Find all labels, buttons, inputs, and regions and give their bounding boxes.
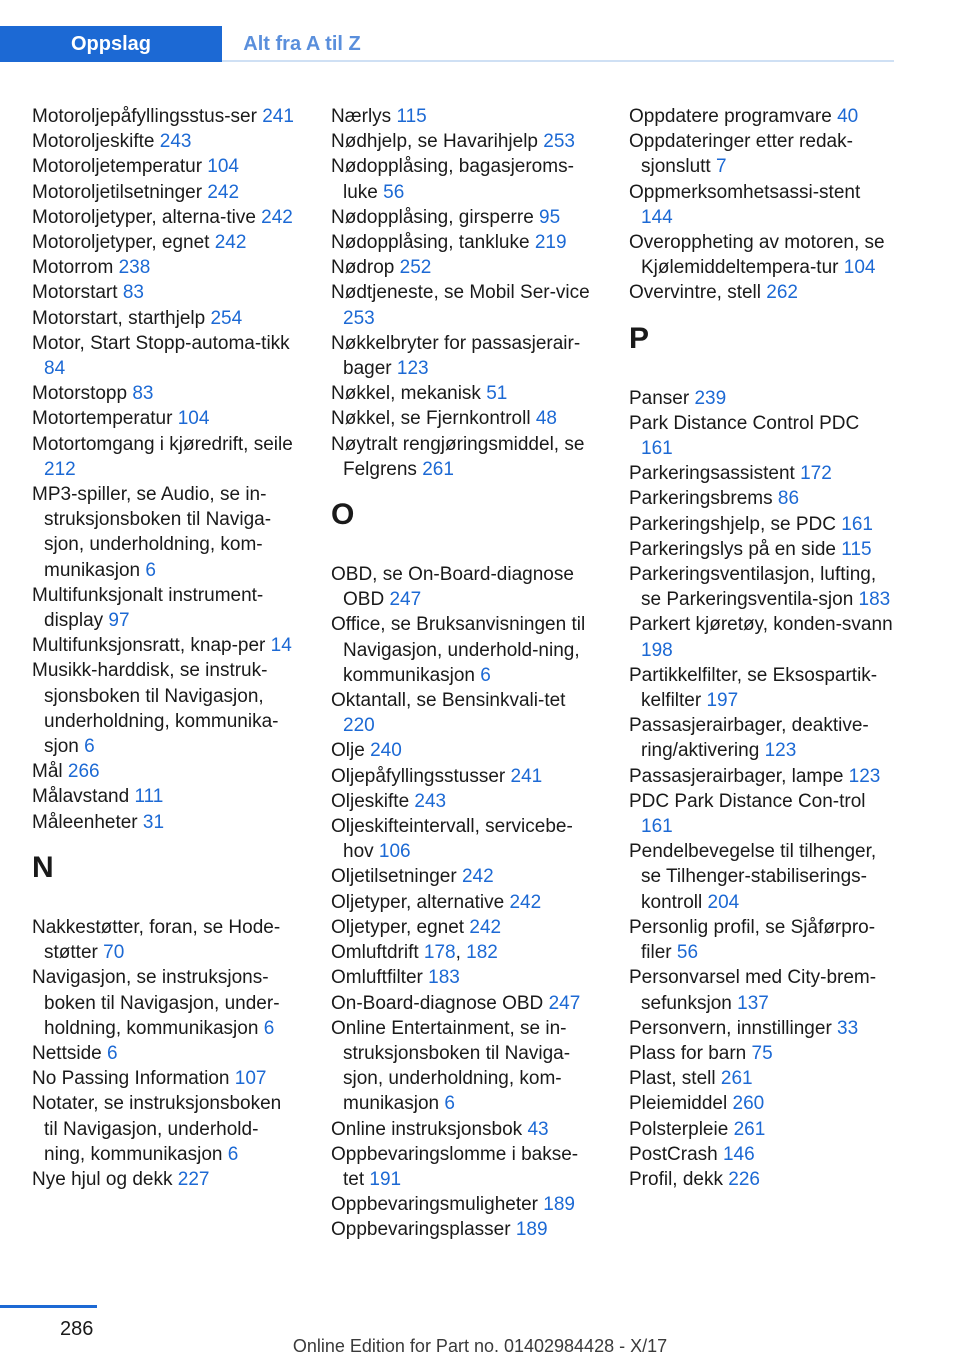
index-entry	[331, 154, 597, 204]
index-entry-text: Nøkkel, mekanisk	[331, 383, 487, 405]
page-link[interactable]: 6	[480, 664, 491, 686]
page-link[interactable]: 226	[728, 1168, 760, 1190]
index-entry-text: Overoppheting av motoren, se Kjølemiddeltempera-tur	[629, 232, 885, 279]
index-entry	[629, 663, 895, 713]
index-entry	[629, 612, 895, 662]
page-link[interactable]: 144	[641, 206, 673, 228]
index-entry	[331, 381, 597, 406]
index-entry	[331, 205, 597, 230]
index-entry-text: Profil, dekk	[629, 1168, 729, 1190]
page-link[interactable]: 161	[641, 438, 673, 460]
index-entry-text: Multifunksjonsratt, knap-per	[32, 635, 271, 657]
index-entry	[32, 381, 298, 406]
page-link[interactable]: 219	[534, 232, 567, 254]
page-link[interactable]: 260	[732, 1093, 765, 1115]
index-entry-text: Måleenheter	[32, 811, 143, 833]
index-column-3	[629, 104, 895, 1192]
page-link[interactable]: 252	[399, 257, 432, 279]
index-entry-text: Oppbevaringsmuligheter	[331, 1194, 544, 1216]
page-link[interactable]: 261	[720, 1068, 753, 1090]
index-entry-text: Overvintre, stell	[629, 282, 767, 304]
index-entry-text: Oppdatere programvare	[629, 106, 838, 127]
index-entry	[629, 104, 895, 129]
page-link[interactable]: 83	[132, 383, 154, 405]
index-entry	[629, 129, 895, 179]
index-entry-text: Parkeringslys på en side	[629, 538, 842, 560]
index-entry-text: Oppmerksomhetsassi-stent	[629, 181, 861, 203]
index-entry-text: Oppbevaringslomme i bakse-tet	[331, 1143, 579, 1190]
page-link[interactable]: 189	[515, 1219, 548, 1241]
index-entry	[629, 1167, 895, 1192]
page-link[interactable]: 239	[694, 387, 727, 409]
page-link[interactable]: 161	[641, 816, 673, 838]
index-entry-text: Polsterpleie	[629, 1118, 734, 1140]
index-entry	[331, 1217, 597, 1242]
index-entry	[629, 1016, 895, 1041]
index-entry-text: Pleiemiddel	[629, 1093, 733, 1115]
page-link[interactable]: 70	[103, 942, 125, 964]
page-link[interactable]: 253	[543, 131, 575, 153]
index-entry-text: Motoroljetemperatur	[32, 156, 208, 178]
index-entry-text: Pendelbevegelse til tilhenger, se Tilhenger-stabiliserings-kontroll	[629, 841, 877, 913]
index-entry-text: Personvarsel med City-brem-sefunksjon	[629, 967, 877, 1014]
index-entry	[331, 1016, 597, 1117]
page-link[interactable]: 95	[539, 206, 561, 228]
index-entry	[32, 129, 298, 154]
page-link[interactable]: 189	[543, 1194, 575, 1216]
index-entry-text: Nye hjul og dekk	[32, 1168, 178, 1190]
page-link[interactable]: 183	[428, 967, 460, 989]
page-link[interactable]: 161	[841, 513, 873, 535]
index-entry-text: Online instruksjonsbok	[331, 1118, 528, 1140]
index-entry	[32, 784, 298, 809]
page-link[interactable]: 7	[715, 156, 727, 178]
index-entry	[629, 562, 895, 612]
page-link[interactable]: 6	[263, 1017, 275, 1039]
index-entry-text: Motor, Start Stopp-automa-tikk	[32, 332, 290, 354]
page-link[interactable]: 243	[159, 131, 192, 153]
page-link[interactable]: 6	[444, 1093, 455, 1115]
index-entry	[629, 915, 895, 965]
page-link[interactable]: 266	[67, 761, 100, 783]
page-link[interactable]: 104	[177, 408, 210, 430]
index-entry-text: Parkeringsventilasjon, lufting, se Parkeringsventila-sjon	[629, 564, 877, 611]
page-link[interactable]: 197	[706, 690, 739, 712]
page-link[interactable]: 253	[343, 307, 375, 329]
index-entry-text: Nakkestøtter, foran, se Hode-støtter	[32, 916, 281, 964]
index-entry	[331, 104, 597, 129]
index-entry	[331, 406, 597, 431]
index-entry-text: Parkeringsbrems	[629, 488, 778, 510]
index-entry-text: Nødhjelp, se Havarihjelp	[331, 131, 544, 153]
page-link[interactable]: 242	[509, 891, 542, 913]
index-entry-text: PDC Park Distance Con-trol	[629, 790, 866, 812]
page-link[interactable]: 242	[261, 206, 293, 228]
index-section-letter: P	[629, 321, 650, 355]
index-entry-text: Navigasjon, se instruksjons-boken til Navigasjon, under-holdning, kommunikasjon	[32, 967, 280, 1039]
page-link[interactable]: 6	[106, 1042, 118, 1064]
index-entry-text: Passasjerairbager, lampe	[629, 765, 849, 787]
page-link[interactable]: 48	[535, 408, 557, 430]
index-entry	[629, 1091, 895, 1116]
page-link[interactable]: 6	[227, 1143, 239, 1165]
page-link[interactable]: 247	[548, 992, 581, 1014]
index-entry-text: Omluftfilter	[331, 967, 429, 989]
index-entry-text: Motoroljetilsetninger	[32, 181, 208, 203]
index-entry	[629, 839, 895, 915]
index-entry-text: Mål	[32, 761, 68, 783]
page-link[interactable]: 137	[737, 992, 769, 1014]
index-entry	[629, 280, 895, 305]
index-entry	[629, 1041, 895, 1066]
page-link[interactable]: 242	[469, 916, 502, 938]
index-entry	[32, 1041, 298, 1066]
page-number: 286	[60, 1318, 94, 1340]
index-entry	[32, 633, 298, 658]
index-entry	[629, 764, 895, 789]
index-entry	[32, 965, 298, 1041]
index-entry-text: Oktantall, se Bensinkvali-tet	[331, 690, 566, 712]
tab-oppslag[interactable]: Oppslag	[0, 26, 222, 62]
page-link[interactable]: 238	[118, 257, 151, 279]
page-link[interactable]: 242	[461, 866, 494, 888]
index-entry-text: Oljetyper, egnet	[331, 916, 470, 938]
page-link[interactable]: 212	[44, 458, 76, 480]
page-link[interactable]: 182	[466, 942, 498, 964]
index-entry	[629, 512, 895, 537]
index-entry-text: Oppbevaringsplasser	[331, 1219, 516, 1241]
page-link[interactable]: 261	[422, 458, 454, 480]
index-entry	[331, 562, 597, 612]
index-entry-text: Motoroljepåfyllingsstus-ser	[32, 106, 263, 127]
page-link[interactable]: 56	[676, 942, 699, 964]
index-entry-text: Plass for barn	[629, 1042, 752, 1064]
index-entry	[331, 1117, 597, 1142]
page-link[interactable]: 6	[145, 559, 156, 581]
page-link[interactable]: 241	[262, 106, 294, 127]
index-column-1	[32, 104, 298, 1192]
page-link[interactable]: 51	[486, 383, 508, 405]
index-entry-text: Nødrop	[331, 257, 400, 279]
page-link[interactable]: 183	[858, 589, 891, 611]
index-entry	[629, 180, 895, 230]
index-entry	[331, 789, 597, 814]
page-link[interactable]: 83	[122, 282, 144, 304]
page-link[interactable]: 191	[369, 1168, 402, 1190]
index-entry	[331, 890, 597, 915]
index-entry-text: OBD, se On-Board-diagnose OBD	[331, 564, 574, 611]
index-entry-text: Nødopplåsing, girsperre	[331, 206, 540, 228]
index-entry	[629, 461, 895, 486]
page-link[interactable]: 172	[800, 463, 832, 485]
page-link[interactable]: 43	[527, 1118, 549, 1140]
page-link[interactable]: 33	[837, 1017, 859, 1039]
index-entry-text: Online Entertainment, se in-struksjonsboken til Naviga-sjon, underholdning, kom-munikasjon	[331, 1017, 571, 1115]
index-entry-text: Omluftdrift	[331, 942, 424, 964]
index-entry-text: Motortomgang i kjøredrift, seile	[32, 433, 293, 455]
index-entry	[32, 154, 298, 179]
page-link[interactable]: 123	[396, 358, 429, 380]
index-entry	[32, 482, 298, 583]
index-entry	[629, 1066, 895, 1091]
index-entry-text: Nødopplåsing, bagasjeroms-luke	[331, 156, 574, 203]
page-link[interactable]: 227	[177, 1168, 210, 1190]
index-entry-text: Motorrom	[32, 257, 119, 279]
index-entry-text: PostCrash	[629, 1143, 723, 1165]
index-entry-text: Personvern, innstillinger	[629, 1017, 838, 1039]
index-entry-text: MP3-spiller, se Audio, se in-struksjonsboken til Naviga-sjon, underholdning, kom-munikasjon	[32, 484, 272, 581]
index-entry	[629, 713, 895, 763]
page-link[interactable]: 146	[722, 1143, 755, 1165]
index-entry-text: Personlig profil, se Sjåførpro-filer	[629, 916, 876, 964]
page-link[interactable]: 123	[764, 740, 797, 762]
index-entry	[32, 306, 298, 331]
page-link[interactable]: 254	[210, 307, 243, 329]
edition-footer: Online Edition for Part no. 01402984428 - X/17	[292, 1336, 668, 1356]
index-entry	[32, 810, 298, 835]
index-entry-text: Oljetyper, alternative	[331, 891, 510, 913]
index-entry-text: Oppdateringer etter redak-sjonslutt	[629, 131, 853, 178]
page-link[interactable]: 261	[733, 1118, 766, 1140]
index-entry	[32, 255, 298, 280]
index-entry	[32, 104, 298, 129]
index-entry	[32, 658, 298, 759]
index-entry	[331, 129, 597, 154]
page-link[interactable]: 84	[44, 358, 66, 380]
index-entry	[32, 915, 298, 965]
index-entry	[629, 230, 895, 280]
page-link[interactable]: 242	[207, 181, 240, 203]
page-link[interactable]: 111	[134, 786, 164, 808]
page-link[interactable]: 107	[234, 1068, 267, 1090]
index-entry	[331, 331, 597, 381]
index-entry	[32, 1066, 298, 1091]
page-link[interactable]: 86	[777, 488, 800, 510]
page-link[interactable]: 14	[270, 635, 292, 657]
index-entry-text: On-Board-diagnose OBD	[331, 992, 549, 1014]
page-link[interactable]: 56	[383, 181, 405, 203]
index-entry-text: No Passing Information	[32, 1068, 235, 1090]
index-entry	[629, 411, 895, 461]
index-entry	[32, 583, 298, 633]
index-entry-text: Parkeringsassistent	[629, 463, 801, 485]
page-link[interactable]: 31	[142, 811, 165, 833]
page-link[interactable]: 262	[766, 282, 798, 304]
index-entry	[331, 764, 597, 789]
index-entry-text: Nøkkel, se Fjernkontroll	[331, 408, 536, 430]
index-entry-text: Parkert kjøretøy, konden-svann	[629, 614, 893, 636]
index-entry-text: Office, se Bruksanvisningen til Navigasjon, underhold-ning, kommunikasjon	[331, 614, 586, 686]
index-entry	[331, 612, 597, 688]
index-entry-text: Nøkkelbryter for passasjerair-bager	[331, 332, 581, 380]
index-entry-text: Motorstopp	[32, 383, 133, 405]
index-entry	[32, 406, 298, 431]
index-entry-text: Musikk-harddisk, se instruk-sjonsboken til Navigasjon, underholdning, kommunika-sjon	[32, 660, 279, 758]
index-entry	[331, 965, 597, 990]
index-entry	[331, 814, 597, 864]
index-entry-text: Oljepåfyllingsstusser	[331, 765, 511, 787]
page-link[interactable]: 243	[414, 790, 447, 812]
index-entry	[629, 386, 895, 411]
index-entry-text: Nærlys	[331, 106, 397, 127]
tab-alt-fra-a-til-z[interactable]: Alt fra A til Z	[222, 26, 382, 62]
index-entry	[331, 432, 597, 482]
index-entry	[331, 1192, 597, 1217]
index-entry	[331, 915, 597, 940]
page-link[interactable]: 123	[848, 765, 881, 787]
index-column-2	[331, 104, 597, 1243]
index-entry-text: Motoroljeskifte	[32, 131, 160, 153]
index-entry-text: Målavstand	[32, 786, 135, 808]
index-entry	[32, 230, 298, 255]
index-entry-text: Oljeskifteintervall, servicebe-hov	[331, 816, 573, 863]
page-link[interactable]: 97	[108, 610, 130, 632]
page-link[interactable]: 40	[837, 106, 859, 127]
index-entry	[629, 486, 895, 511]
index-entry	[32, 280, 298, 305]
index-entry-text: Partikkelfilter, se Eksospartik-kelfilter	[629, 664, 878, 712]
index-entry	[32, 432, 298, 482]
index-entry	[629, 1142, 895, 1167]
page-link[interactable]: 106	[378, 841, 411, 863]
index-section-letter: N	[32, 850, 54, 884]
index-entry	[331, 688, 597, 738]
index-entry	[32, 205, 298, 230]
page-link[interactable]: 242	[214, 232, 247, 254]
index-entry-text: Olje	[331, 740, 371, 762]
page-link[interactable]: 220	[343, 715, 375, 737]
index-entry-text: Multifunksjonalt instrument-display	[32, 584, 264, 632]
page-link[interactable]: 115	[396, 106, 427, 127]
index-entry-text: Motorstart, starthjelp	[32, 307, 211, 329]
index-entry	[331, 280, 597, 330]
index-entry-text: Passasjerairbager, deaktive-ring/aktivering	[629, 715, 869, 762]
index-entry-text: Nettside	[32, 1042, 107, 1064]
index-entry	[629, 1117, 895, 1142]
index-entry-text: Nødopplåsing, tankluke	[331, 232, 535, 254]
index-entry	[331, 864, 597, 889]
index-entry	[331, 1142, 597, 1192]
index-entry-text: Nødtjeneste, se Mobil Ser-vice	[331, 282, 590, 304]
page-link[interactable]: 75	[751, 1042, 773, 1064]
index-entry-text: Nøytralt rengjøringsmiddel, se Felgrens	[331, 433, 585, 480]
index-entry-text: Plast, stell	[629, 1068, 721, 1090]
page-link[interactable]: 115	[841, 538, 872, 560]
page-link[interactable]: 240	[370, 740, 402, 762]
index-entry	[331, 738, 597, 763]
page-link[interactable]: 104	[843, 257, 876, 279]
index-entry-text: Motortemperatur	[32, 408, 178, 430]
index-entry	[32, 1091, 298, 1167]
index-entry	[331, 991, 597, 1016]
index-entry-text: Panser	[629, 387, 695, 409]
page-link[interactable]: 104	[207, 156, 239, 178]
index-entry-text: Motoroljetyper, alterna-tive	[32, 206, 262, 228]
page-link[interactable]: 198	[641, 639, 673, 661]
index-entry: Omluftdrift 178, 182	[331, 942, 498, 964]
index-entry	[629, 789, 895, 839]
index-entry	[32, 1167, 298, 1192]
page-link[interactable]: 247	[389, 589, 422, 611]
header-divider	[222, 60, 894, 62]
index-entry-text: Notater, se instruksjonsboken til Navigasjon, underhold-ning, kommunikasjon	[32, 1093, 282, 1165]
index-entry-text: Park Distance Control PDC	[629, 412, 860, 434]
index-entry-text: Parkeringshjelp, se PDC	[629, 513, 842, 535]
footer-accent-line	[0, 1305, 97, 1308]
index-entry-text: Oljeskifte	[331, 790, 415, 812]
page-link[interactable]: 241	[510, 765, 543, 787]
index-entry	[32, 180, 298, 205]
page-link[interactable]: 178	[423, 942, 456, 964]
index-section-letter: O	[331, 498, 355, 532]
index-entry	[331, 255, 597, 280]
index-entry	[331, 230, 597, 255]
page-link[interactable]: 6	[84, 736, 95, 758]
index-entry-text: Motorstart	[32, 282, 123, 304]
index-entry	[629, 965, 895, 1015]
page-link[interactable]: 204	[707, 891, 740, 913]
index-entry	[629, 537, 895, 562]
index-entry-text: Oljetilsetninger	[331, 866, 462, 888]
index-entry-text: Motoroljetyper, egnet	[32, 232, 215, 254]
index-entry	[32, 331, 298, 381]
index-entry	[32, 759, 298, 784]
